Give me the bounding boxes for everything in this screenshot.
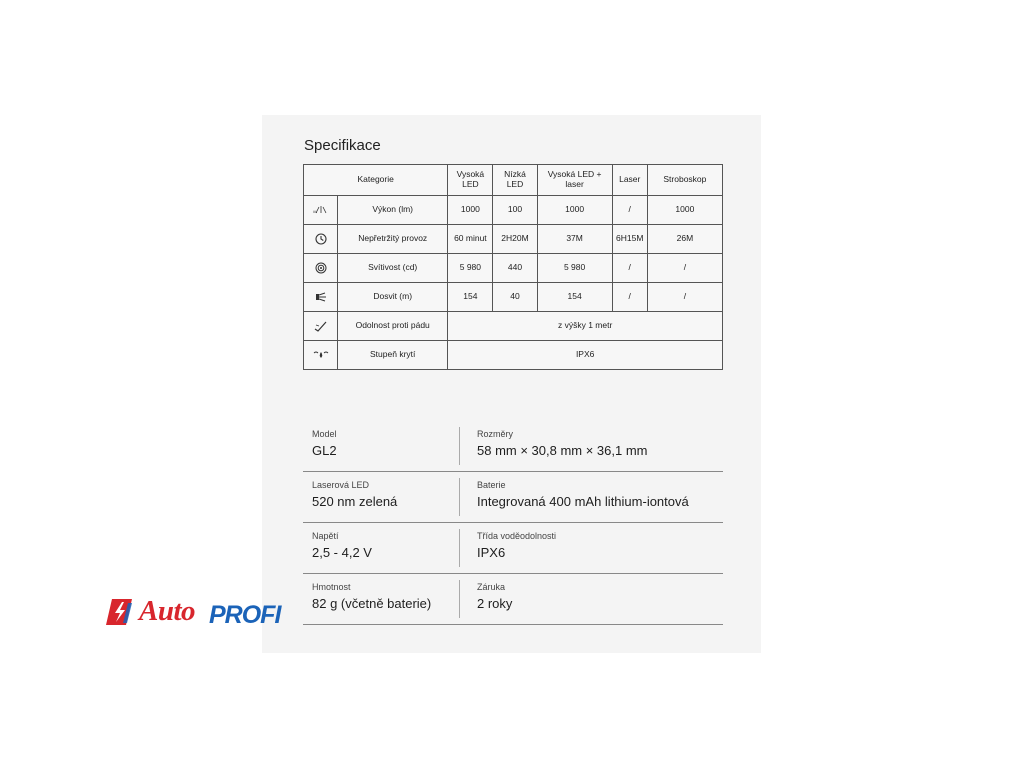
cell: / (647, 254, 722, 283)
clock-icon (304, 225, 338, 254)
header-high-led: Vysoká LED (448, 165, 493, 196)
header-laser: Laser (612, 165, 647, 196)
row-label: Výkon (lm) (338, 196, 448, 225)
header-high-led-laser: Vysoká LED + laser (537, 165, 612, 196)
cell: 37M (537, 225, 612, 254)
cell: 154 (537, 283, 612, 312)
property-label: Třída voděodolnosti (477, 531, 557, 541)
cell-merged: z výšky 1 metr (448, 312, 723, 341)
property-battery (477, 480, 689, 509)
property-label: Hmotnost (312, 582, 351, 592)
property-label: Model (312, 429, 337, 439)
property-value: Integrovaná 400 mAh lithium-iontová (477, 494, 689, 509)
autoprofi-logo (106, 595, 306, 631)
row-label: Stupeň krytí (338, 341, 448, 370)
cell: / (612, 283, 647, 312)
header-low-led: Nízká LED (493, 165, 537, 196)
column-divider (459, 580, 460, 618)
property-value: GL2 (312, 443, 337, 458)
property-voltage (312, 531, 372, 560)
property-value: 2 roky (477, 596, 513, 611)
row-label: Svítivost (cd) (338, 254, 448, 283)
spec-table (303, 164, 723, 370)
svg-text:ᵢᵢᵢᵢ: ᵢᵢᵢᵢ (312, 208, 317, 215)
property-weight (312, 582, 431, 611)
logo-text-auto: Auto (139, 595, 196, 627)
column-divider (459, 427, 460, 465)
property-model (312, 429, 337, 458)
property-value: 58 mm × 30,8 mm × 36,1 mm (477, 443, 648, 458)
property-row (303, 472, 723, 523)
cell: 1000 (448, 196, 493, 225)
cell: 154 (448, 283, 493, 312)
row-label: Odolnost proti pádu (338, 312, 448, 341)
cell: 6H15M (612, 225, 647, 254)
table-row (304, 254, 723, 283)
lightning-bolt-icon (106, 597, 136, 627)
property-label: Rozměry (477, 429, 514, 439)
cell: 40 (493, 283, 537, 312)
property-row (303, 523, 723, 574)
column-divider (459, 529, 460, 567)
cell: / (647, 283, 722, 312)
property-value: IPX6 (477, 545, 506, 560)
cell: 5 980 (537, 254, 612, 283)
property-row (303, 574, 723, 625)
properties-list (303, 421, 723, 625)
property-dimensions (477, 429, 648, 458)
property-label: Záruka (477, 582, 506, 592)
cell: 2H20M (493, 225, 537, 254)
header-strobe: Stroboskop (647, 165, 722, 196)
cell-merged: IPX6 (448, 341, 723, 370)
header-category: Kategorie (304, 165, 448, 196)
cell: / (612, 254, 647, 283)
cell: 440 (493, 254, 537, 283)
property-label: Laserová LED (312, 480, 370, 490)
property-warranty (477, 582, 512, 611)
property-value: 2,5 - 4,2 V (312, 545, 372, 560)
table-row (304, 312, 723, 341)
water-resistance-icon (304, 341, 338, 370)
cell: / (612, 196, 647, 225)
spec-table-header (304, 165, 723, 196)
property-laser-led (312, 480, 397, 509)
specs-title: Specifikace (304, 137, 381, 154)
logo-text-profi: PROFI (209, 601, 281, 629)
cell: 100 (493, 196, 537, 225)
table-row (304, 283, 723, 312)
table-row (304, 341, 723, 370)
column-divider (459, 478, 460, 516)
property-row (303, 421, 723, 472)
lumen-icon (304, 196, 338, 225)
property-value: 520 nm zelená (312, 494, 398, 509)
property-label: Napětí (312, 531, 339, 541)
intensity-icon (304, 254, 338, 283)
cell: 5 980 (448, 254, 493, 283)
property-label: Baterie (477, 480, 506, 490)
row-label: Nepřetržitý provoz (338, 225, 448, 254)
cell: 26M (647, 225, 722, 254)
beam-distance-icon (304, 283, 338, 312)
table-row (304, 225, 723, 254)
spec-sheet (262, 115, 761, 653)
cell: 60 minut (448, 225, 493, 254)
cell: 1000 (647, 196, 722, 225)
cell: 1000 (537, 196, 612, 225)
table-row (304, 196, 723, 225)
property-waterproof-class (477, 531, 556, 560)
drop-test-icon (304, 312, 338, 341)
row-label: Dosvit (m) (338, 283, 448, 312)
property-value: 82 g (včetně baterie) (312, 596, 432, 611)
